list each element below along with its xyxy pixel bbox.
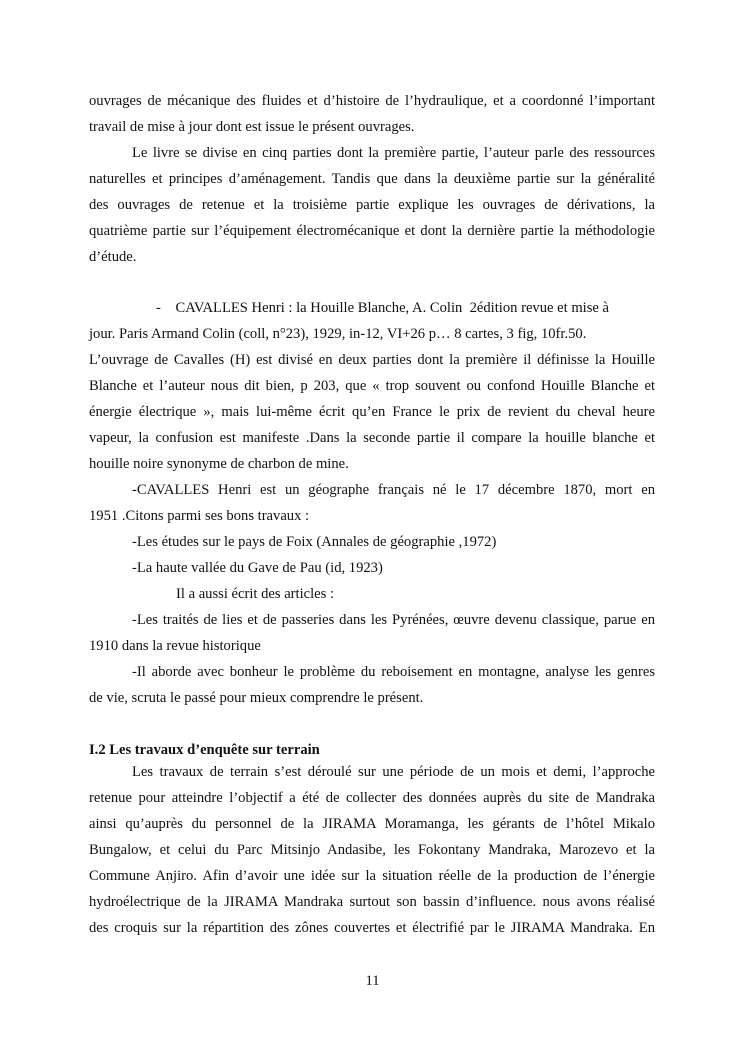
bibliography-entry: jour. Paris Armand Colin (coll, n°23), 1929, in-12, VI+26 p… 8 cartes, 3 fig, 10fr.50.: [89, 326, 587, 342]
page-number: 11: [365, 973, 380, 989]
paragraph-line: Bungalow, et celui du Parc Mitsinjo Andasibe, les Fokontany Mandraka, Marozevo et la: [89, 842, 655, 858]
paragraph-line: des croquis sur la répartition des zônes couvertes et électrifié par le JIRAMA Mandraka. En: [89, 920, 655, 936]
paragraph-line: Blanche et l’auteur nous dit bien, p 203, que « trop souvent ou confond Houille Blanche et: [89, 378, 655, 394]
paragraph-line: 1951 .Citons parmi ses bons travaux :: [89, 508, 310, 524]
paragraph-line: ainsi qu’auprès du personnel de la JIRAMA Moramanga, les gérants de l’hôtel Mikalo: [89, 816, 655, 832]
paragraph-line: Les travaux de terrain s’est déroulé sur une période de un mois et demi, l’approche: [132, 764, 655, 780]
paragraph-line: Commune Anjiro. Afin d’avoir une idée sur la situation réelle de la production de l’énergie: [89, 868, 655, 884]
paragraph-line: -CAVALLES Henri est un géographe français né le 17 décembre 1870, mort en: [132, 482, 655, 498]
paragraph-line: naturelles et principes d’aménagement. Tandis que dans la deuxième partie sur la généralité: [89, 171, 655, 187]
paragraph-line: hydroélectrique de la JIRAMA Mandraka surtout son bassin d’influence. nous avons réalisé: [89, 894, 655, 910]
paragraph-line: des ouvrages de retenue et la troisième partie explique les ouvrages de dérivations, la: [89, 197, 655, 213]
section-heading: I.2 Les travaux d’enquête sur terrain: [89, 742, 320, 758]
paragraph-line: quatrième partie sur l’équipement électromécanique et dont la dernière partie la méthodologie: [89, 223, 655, 239]
paragraph-line: 1910 dans la revue historique: [89, 638, 261, 654]
paragraph-line: d’étude.: [89, 249, 137, 265]
paragraph-line: de vie, scruta le passé pour mieux comprendre le présent.: [89, 690, 424, 706]
paragraph-line: L’ouvrage de Cavalles (H) est divisé en deux parties dont la première il définisse la Houille: [89, 352, 655, 368]
paragraph-line: houille noire synonyme de charbon de mine.: [89, 456, 349, 472]
list-item: -La haute vallée du Gave de Pau (id, 1923): [132, 560, 383, 576]
list-item: -Les traités de lies et de passeries dans les Pyrénées, œuvre devenu classique, parue en: [132, 612, 655, 628]
paragraph-line: Le livre se divise en cinq parties dont la première partie, l’auteur parle des ressources: [132, 145, 655, 161]
paragraph-line: Il a aussi écrit des articles :: [176, 586, 335, 602]
list-item: -Les études sur le pays de Foix (Annales de géographie ,1972): [132, 534, 497, 550]
list-item: -Il aborde avec bonheur le problème du reboisement en montagne, analyse les genres: [132, 664, 655, 680]
bibliography-entry: - CAVALLES Henri : la Houille Blanche, A. Colin 2édition revue et mise à: [156, 300, 610, 316]
paragraph-line: retenue pour atteindre l’objectif a été de collecter des données auprès du site de Mandraka: [89, 790, 655, 806]
paragraph-line: énergie électrique », mais lui-même écrit qu’en France le prix de revient du cheval heure: [89, 404, 655, 420]
paragraph-line: vapeur, la confusion est manifeste .Dans la seconde partie il compare la houille blanche et: [89, 430, 655, 446]
paragraph-line: travail de mise à jour dont est issue le présent ouvrages.: [89, 119, 415, 135]
paragraph-line: ouvrages de mécanique des fluides et d’histoire de l’hydraulique, et a coordonné l’important: [89, 93, 655, 109]
